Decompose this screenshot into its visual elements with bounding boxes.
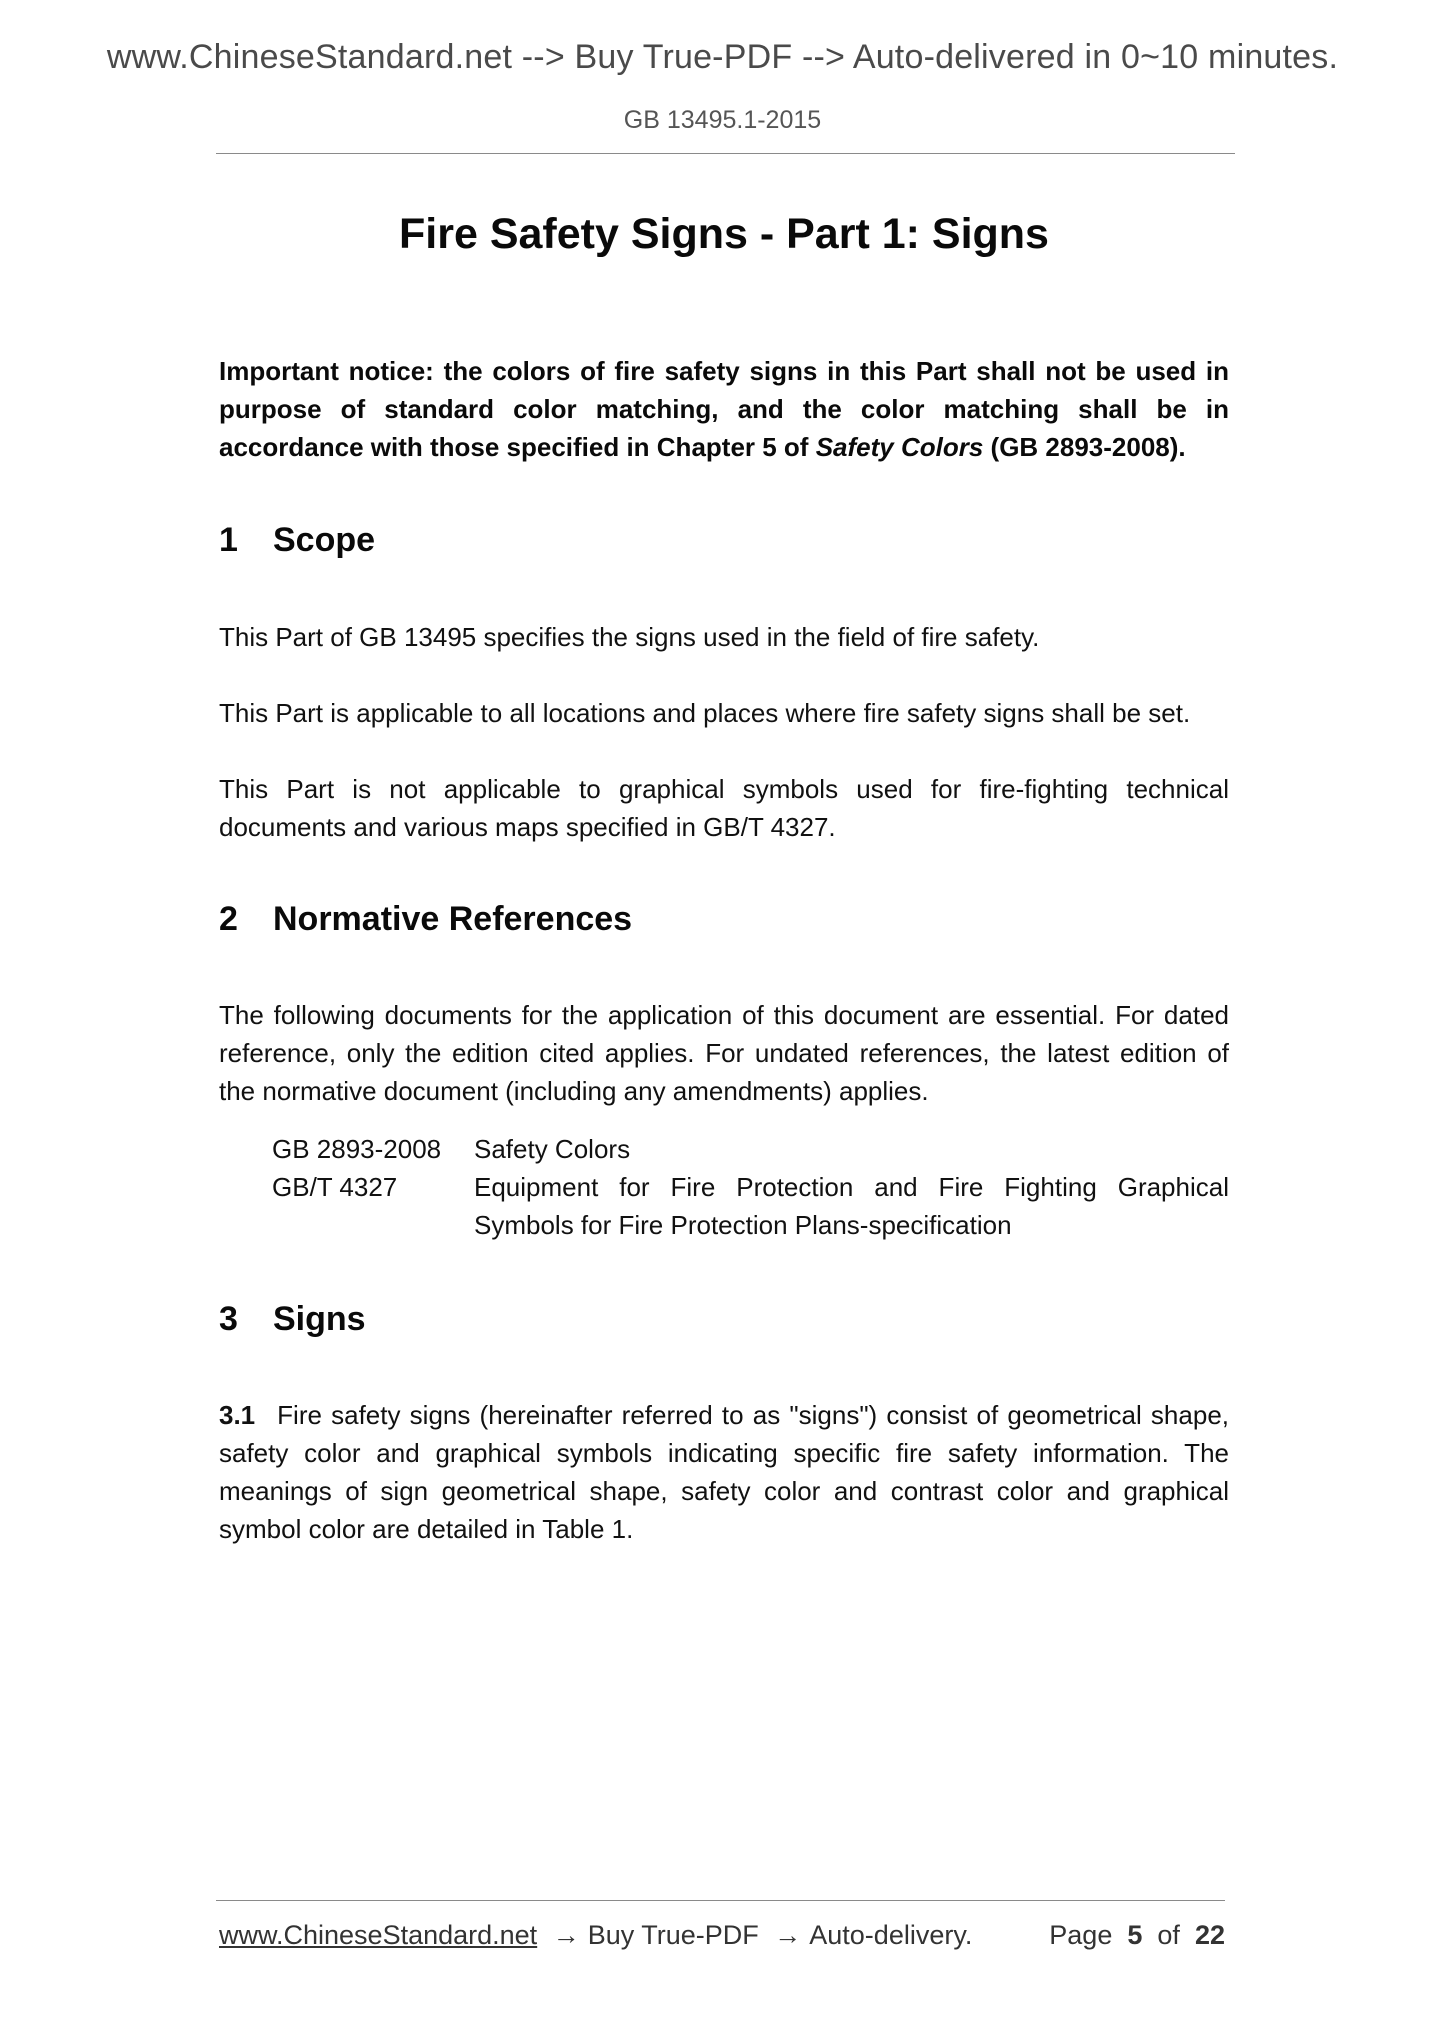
footer-divider xyxy=(216,1900,1225,1901)
scope-paragraph-2: This Part is applicable to all locations and places where fire safety signs shall be set. xyxy=(219,698,1191,728)
page-of: of xyxy=(1157,1920,1180,1950)
footer-delivery-text: Auto-delivery. xyxy=(809,1920,973,1950)
section-number: 2 xyxy=(219,900,238,938)
standard-code: GB 13495.1-2015 xyxy=(623,106,822,134)
footer-links xyxy=(219,1920,972,1951)
page-total: 22 xyxy=(1194,1920,1225,1950)
reference-item xyxy=(272,1130,1229,1168)
scope-paragraph-3: This Part is not applicable to graphical symbols used for fire-fighting technical documents and various maps specified in GB/T 4327. xyxy=(219,774,1229,842)
section-title: Scope xyxy=(273,521,376,559)
clause-number: 3.1 xyxy=(219,1400,256,1430)
notice-italic-title: Safety Colors xyxy=(815,432,984,462)
notice-text: Important notice: the colors of fire safety signs in this Part shall not be used in purpose of standard color matching, and the color matching shall be in accordance with those specified in Chapter 5 of xyxy=(219,356,1229,462)
section-heading-references xyxy=(219,900,1229,939)
document-title: Fire Safety Signs - Part 1: Signs xyxy=(399,210,1049,258)
clause-text: Fire safety signs (hereinafter referred to as "signs") consist of geometrical shape, safety color and graphical symbols indicating specific fire safety information. The meanings of sign geometrical shape, safety color and contrast color and graphical symbol color are detailed in Table 1. xyxy=(219,1400,1229,1544)
page-current: 5 xyxy=(1127,1920,1143,1950)
section-title: Normative References xyxy=(273,900,633,938)
page-indicator xyxy=(1049,1920,1225,1951)
reference-item xyxy=(272,1168,1229,1244)
scope-paragraph-1: This Part of GB 13495 specifies the signs used in the field of fire safety. xyxy=(219,622,1040,652)
reference-code: GB/T 4327 xyxy=(272,1172,398,1202)
header-divider xyxy=(216,153,1235,154)
section-number: 1 xyxy=(219,521,238,559)
section-number: 3 xyxy=(219,1300,238,1338)
footer-buy-text: Buy True-PDF xyxy=(587,1920,759,1950)
page-label: Page xyxy=(1049,1920,1113,1950)
references-intro: The following documents for the application of this document are essential. For dated reference, only the edition cited applies. For undated references, the latest edition of the normative document (including any amendments) applies. xyxy=(219,1000,1229,1106)
section-heading-scope xyxy=(219,521,1229,560)
section-heading-signs xyxy=(219,1300,1229,1339)
promo-banner: www.ChineseStandard.net --> Buy True-PDF --> Auto-delivered in 0~10 minutes. xyxy=(106,38,1339,76)
important-notice xyxy=(219,352,1229,466)
arrow-right-icon: → xyxy=(774,1920,802,1950)
arrow-right-icon: → xyxy=(552,1920,580,1950)
section-title: Signs xyxy=(273,1300,366,1338)
clause-3-1 xyxy=(219,1396,1229,1548)
reference-title: Equipment for Fire Protection and Fire Fighting Graphical Symbols for Fire Protection Plans-specification xyxy=(474,1172,1229,1240)
footer-site-link[interactable]: www.ChineseStandard.net xyxy=(219,1920,538,1950)
reference-list xyxy=(272,1130,1229,1244)
notice-text-end: (GB 2893-2008). xyxy=(983,432,1186,462)
reference-title: Safety Colors xyxy=(474,1134,631,1164)
reference-code: GB 2893-2008 xyxy=(272,1134,442,1164)
